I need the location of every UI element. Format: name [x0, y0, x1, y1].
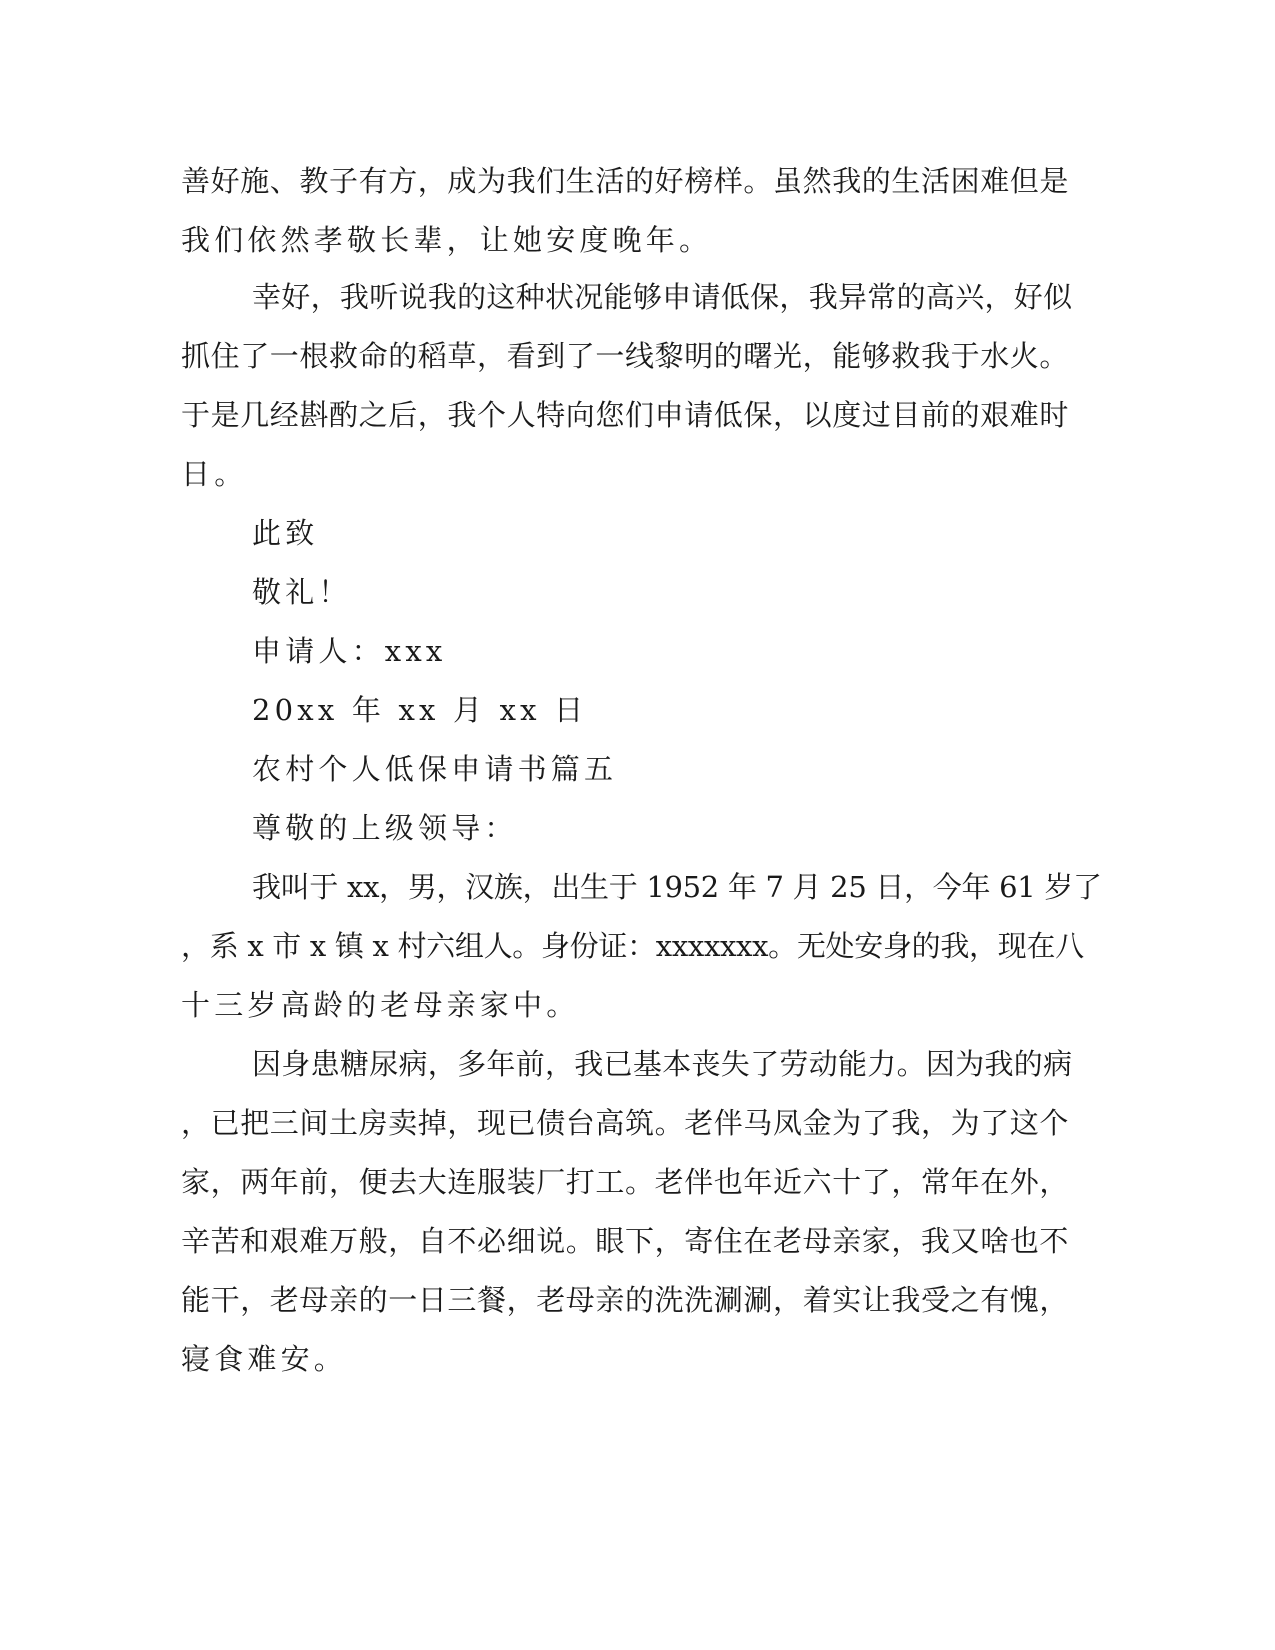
paragraph-2-line-1: 幸好，我听说我的这种状况能够申请低保，我异常的高兴，好似: [252, 280, 1073, 314]
paragraph-3-line-1: 我叫于 xx，男，汉族，出生于 1952 年 7 月 25 日，今年 61 岁了: [252, 870, 1102, 904]
applicant-line: 申请人：xxx: [252, 634, 447, 668]
closing-salutation-1: 此致: [252, 516, 319, 550]
paragraph-2-line-4: 日。: [181, 457, 248, 491]
paragraph-4-line-2: ，已把三间土房卖掉，现已债台高筑。老伴马凤金为了我，为了这个: [181, 1106, 1070, 1140]
date-line: 20xx 年 xx 月 xx 日: [252, 693, 588, 727]
paragraph-4-line-6: 寝食难安。: [181, 1342, 348, 1376]
paragraph-2-line-3: 于是几经斟酌之后，我个人特向您们申请低保，以度过目前的艰难时: [181, 398, 1070, 432]
paragraph-4-line-1: 因身患糖尿病，多年前，我已基本丧失了劳动能力。因为我的病: [252, 1047, 1073, 1081]
greeting: 尊敬的上级领导：: [252, 811, 518, 845]
paragraph-3-line-2: ，系 x 市 x 镇 x 村六组人。身份证：xxxxxxx。无处安身的我，现在八: [181, 929, 1084, 963]
paragraph-3-line-3: 十三岁高龄的老母亲家中。: [181, 988, 580, 1022]
section-title: 农村个人低保申请书篇五: [252, 752, 618, 786]
closing-salutation-2: 敬礼！: [252, 575, 352, 609]
paragraph-2-line-2: 抓住了一根救命的稻草，看到了一线黎明的曙光，能够救我于水火。: [181, 339, 1070, 373]
paragraph-4-line-4: 辛苦和艰难万般，自不必细说。眼下，寄住在老母亲家，我又啥也不: [181, 1224, 1070, 1258]
paragraph-1-line-2: 我们依然孝敬长辈，让她安度晚年。: [181, 223, 713, 257]
paragraph-4-line-5: 能干，老母亲的一日三餐，老母亲的洗洗涮涮，着实让我受之有愧，: [181, 1283, 1070, 1317]
paragraph-4-line-3: 家，两年前，便去大连服装厂打工。老伴也年近六十了，常年在外，: [181, 1165, 1070, 1199]
paragraph-1-line-1: 善好施、教子有方，成为我们生活的好榜样。虽然我的生活困难但是: [181, 164, 1070, 198]
